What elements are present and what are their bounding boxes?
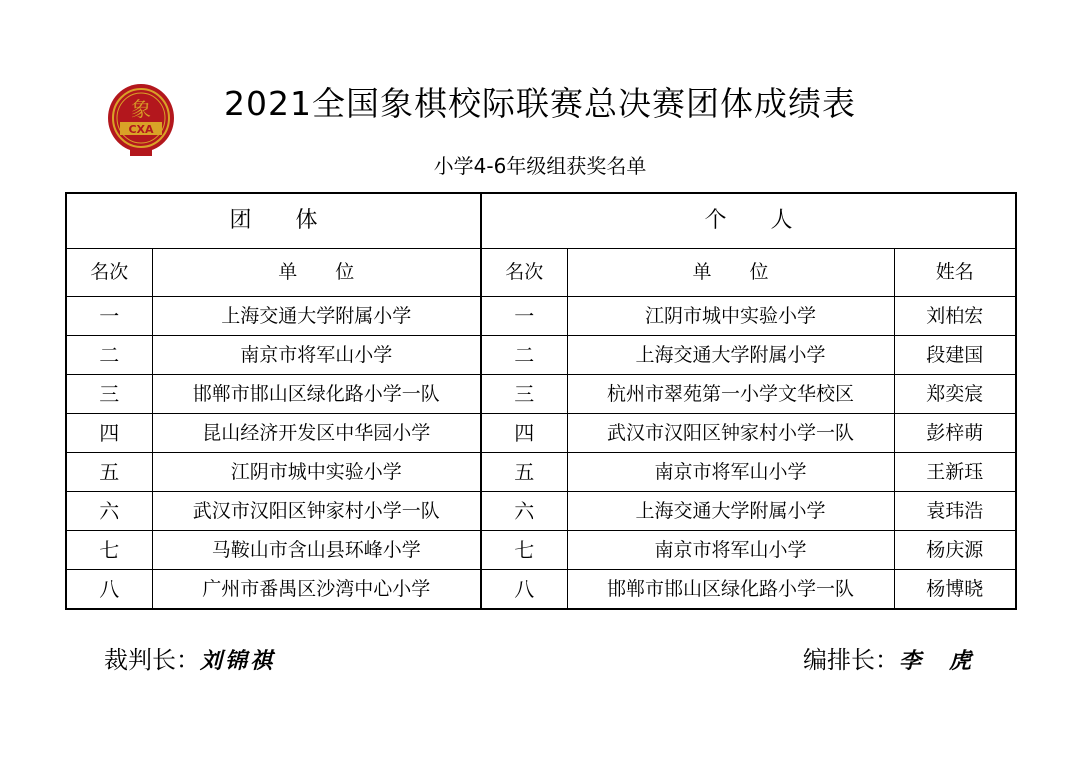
table-row xyxy=(66,336,1016,375)
ind-rank-cell: 四 xyxy=(481,414,567,453)
team-unit-cell: 广州市番禺区沙湾中心小学 xyxy=(152,570,481,610)
ind-name-cell: 杨博晓 xyxy=(894,570,1016,610)
table-row xyxy=(66,531,1016,570)
table-row xyxy=(66,414,1016,453)
individual-section-header: 个 人 xyxy=(481,193,1016,249)
scheduler-label: 编排长： xyxy=(803,646,899,674)
page-title: 2021全国象棋校际联赛总决赛团体成绩表 xyxy=(224,84,856,123)
ind-name-cell: 郑奕宸 xyxy=(894,375,1016,414)
team-unit-cell: 武汉市汉阳区钟家村小学一队 xyxy=(152,492,481,531)
section-header-row xyxy=(66,193,1016,249)
ind-name-cell: 段建国 xyxy=(894,336,1016,375)
page-subtitle: 小学4-6年级组获奖名单 xyxy=(433,154,647,178)
table-row xyxy=(66,492,1016,531)
ind-rank-cell: 七 xyxy=(481,531,567,570)
chief-referee-signature: 刘锦祺 xyxy=(200,648,276,674)
team-unit-cell: 昆山经济开发区中华园小学 xyxy=(152,414,481,453)
ind-rank-cell: 三 xyxy=(481,375,567,414)
chief-referee xyxy=(104,640,275,675)
chief-referee-label: 裁判长： xyxy=(104,646,200,674)
team-unit-cell: 马鞍山市含山县环峰小学 xyxy=(152,531,481,570)
ind-rank-cell: 二 xyxy=(481,336,567,375)
ind-name-cell: 彭梓萌 xyxy=(894,414,1016,453)
team-rank-cell: 六 xyxy=(66,492,152,531)
logo-glyph: 象 xyxy=(131,97,151,121)
results-table xyxy=(65,192,1017,610)
ind-rank-cell: 一 xyxy=(481,297,567,336)
ind-rank-cell: 八 xyxy=(481,570,567,610)
team-rank-cell: 八 xyxy=(66,570,152,610)
column-header-row xyxy=(66,249,1016,297)
ind-unit-cell: 邯郸市邯山区绿化路小学一队 xyxy=(567,570,894,610)
team-unit-cell: 上海交通大学附属小学 xyxy=(152,297,481,336)
table-row xyxy=(66,453,1016,492)
ind-name-cell: 王新珏 xyxy=(894,453,1016,492)
logo-text: CXA xyxy=(128,123,154,136)
ind-unit-header: 单 位 xyxy=(567,249,894,297)
team-rank-cell: 三 xyxy=(66,375,152,414)
team-rank-cell: 四 xyxy=(66,414,152,453)
ind-rank-header: 名次 xyxy=(481,249,567,297)
ind-unit-cell: 杭州市翠苑第一小学文华校区 xyxy=(567,375,894,414)
table-row xyxy=(66,570,1016,610)
ind-rank-cell: 五 xyxy=(481,453,567,492)
ind-unit-cell: 南京市将军山小学 xyxy=(567,531,894,570)
team-rank-cell: 七 xyxy=(66,531,152,570)
ind-unit-cell: 南京市将军山小学 xyxy=(567,453,894,492)
team-unit-cell: 邯郸市邯山区绿化路小学一队 xyxy=(152,375,481,414)
team-unit-header: 单 位 xyxy=(152,249,481,297)
ind-name-cell: 杨庆源 xyxy=(894,531,1016,570)
team-rank-cell: 五 xyxy=(66,453,152,492)
team-unit-cell: 江阴市城中实验小学 xyxy=(152,453,481,492)
table-row xyxy=(66,375,1016,414)
ind-unit-cell: 武汉市汉阳区钟家村小学一队 xyxy=(567,414,894,453)
team-rank-cell: 一 xyxy=(66,297,152,336)
team-rank-header: 名次 xyxy=(66,249,152,297)
team-unit-cell: 南京市将军山小学 xyxy=(152,336,481,375)
team-rank-cell: 二 xyxy=(66,336,152,375)
team-section-header: 团 体 xyxy=(66,193,481,249)
ind-unit-cell: 上海交通大学附属小学 xyxy=(567,492,894,531)
ind-unit-cell: 江阴市城中实验小学 xyxy=(567,297,894,336)
ind-name-cell: 袁玮浩 xyxy=(894,492,1016,531)
ind-name-header: 姓名 xyxy=(894,249,1016,297)
ind-name-cell: 刘柏宏 xyxy=(894,297,1016,336)
results-rows xyxy=(66,297,1016,610)
scheduler xyxy=(803,640,974,675)
ind-rank-cell: 六 xyxy=(481,492,567,531)
ind-unit-cell: 上海交通大学附属小学 xyxy=(567,336,894,375)
table-row xyxy=(66,297,1016,336)
scheduler-signature: 李 虎 xyxy=(899,648,975,674)
